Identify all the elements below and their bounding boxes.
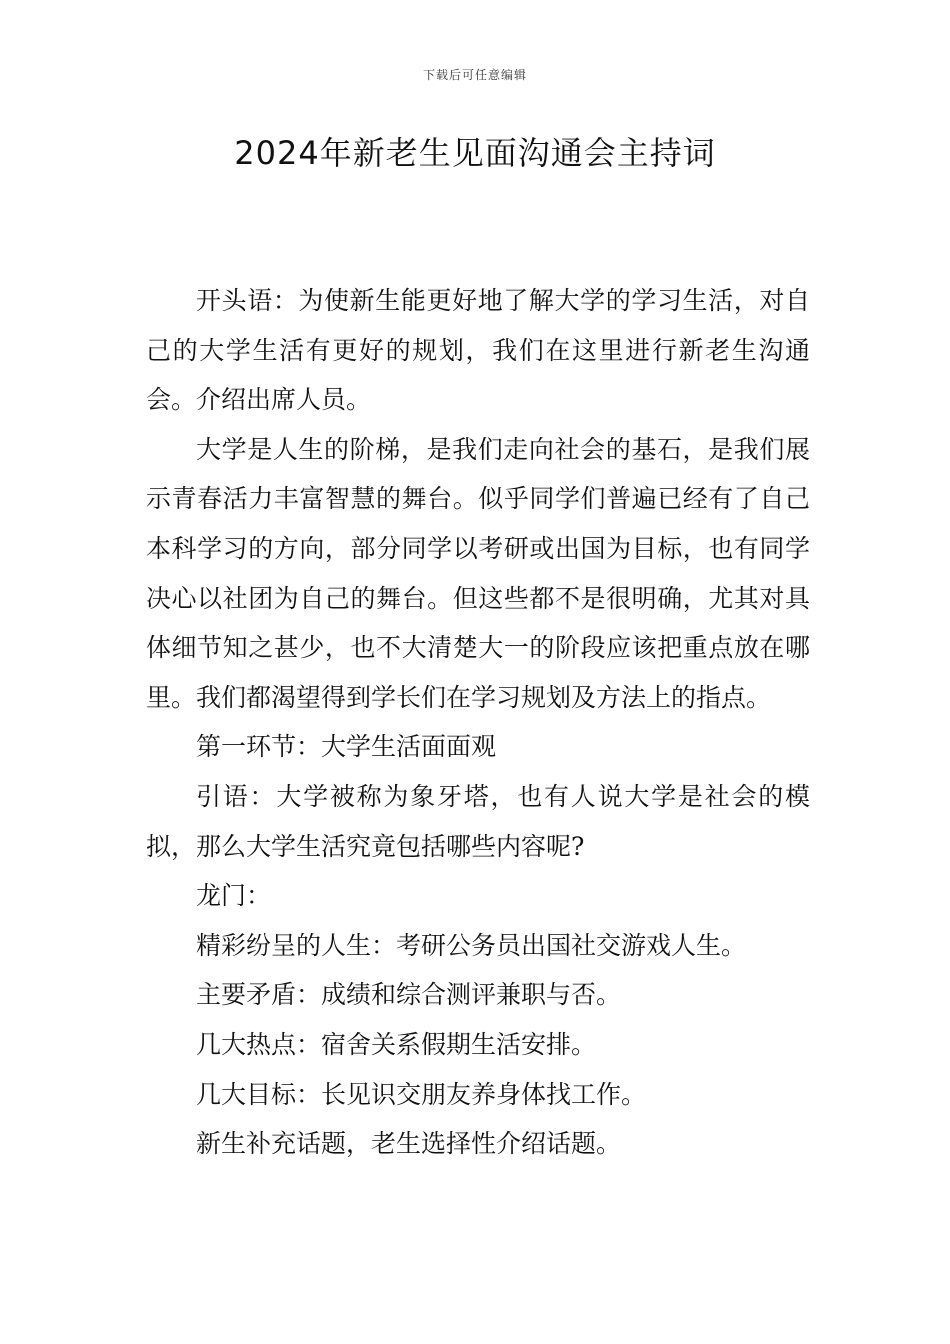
paragraph-opening: 开头语：为使新生能更好地了解大学的学习生活，对自己的大学生活有更好的规划，我们在这里进行新老生沟通会。介绍出席人员。 — [146, 286, 810, 415]
document-title: 2024年新老生见面沟通会主持词 — [234, 134, 716, 172]
paragraph-section-one-heading: 第一环节：大学生活面面观 — [196, 732, 497, 762]
paragraph-speaker: 龙门： — [196, 881, 272, 911]
page-header-note: 下载后可任意编辑 — [422, 68, 527, 82]
document-body — [146, 276, 810, 1169]
paragraph-topic-life: 精彩纷呈的人生：考研公务员出国社交游戏人生。 — [196, 930, 747, 960]
paragraph-lead-in: 引语：大学被称为象牙塔，也有人说大学是社会的模拟，那么大学生活究竟包括哪些内容呢? — [146, 781, 810, 861]
paragraph-intro: 大学是人生的阶梯，是我们走向社会的基石，是我们展示青春活力丰富智慧的舞台。似乎同学们普遍已经有了自己本科学习的方向，部分同学以考研或出国为目标，也有同学决心以社团为自己的舞台。但这些都不是很明确，尤其对具体细节知之甚少，也不大清楚大一的阶段应该把重点放在哪里。我们都渴望得到学长们在学习规划及方法上的指点。 — [146, 434, 810, 712]
paragraph-topic-goals: 几大目标：长见识交朋友养身体找工作。 — [196, 1079, 647, 1109]
paragraph-closing-note: 新生补充话题，老生选择性介绍话题。 — [196, 1129, 622, 1159]
paragraph-topic-conflicts: 主要矛盾：成绩和综合测评兼职与否。 — [196, 980, 622, 1010]
paragraph-topic-hotspots: 几大热点：宿舍关系假期生活安排。 — [196, 1029, 597, 1059]
